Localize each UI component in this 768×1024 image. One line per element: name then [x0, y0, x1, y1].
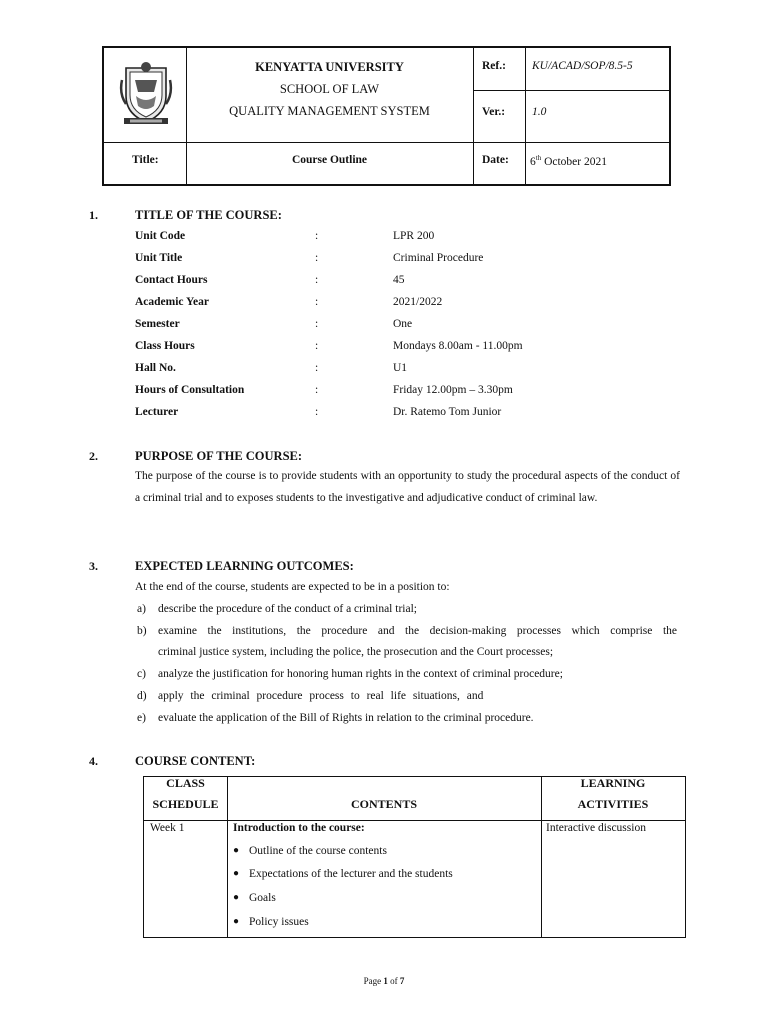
header-divider [104, 142, 671, 143]
consultation-hours-value: Friday 12.00pm – 3.30pm [393, 384, 513, 396]
column-header-line: SCHEDULE [152, 797, 219, 811]
week-cell: Week 1 [150, 822, 185, 834]
course-content-table [143, 776, 686, 938]
outcome-label: d) [137, 690, 147, 702]
lecturer-label: Lecturer [135, 406, 179, 418]
table-divider [144, 820, 685, 821]
semester-value: One [393, 318, 413, 330]
bullet-dot-icon: ● [233, 868, 240, 879]
contact-hours-label: Contact Hours [135, 274, 208, 286]
document-header-table [102, 46, 671, 186]
detail-colon: : [315, 406, 319, 418]
detail-colon: : [315, 230, 319, 242]
column-header-contents: CONTENTS [350, 797, 418, 811]
page-number: 1 [383, 976, 388, 986]
column-header-schedule [144, 773, 227, 815]
section-2-heading: PURPOSE OF THE COURSE: [135, 449, 303, 463]
outcome-text: examine the institutions, the procedure and the decision-making processes which comprise the [158, 625, 677, 637]
section-1-heading: TITLE OF THE COURSE: [135, 208, 282, 222]
activity-cell: Interactive discussion [546, 822, 646, 834]
section-3-heading: EXPECTED LEARNING OUTCOMES: [135, 559, 354, 573]
unit-code-label: Unit Code [135, 230, 186, 242]
class-hours-value: Mondays 8.00am - 11.00pm [393, 340, 523, 352]
section-3-number: 3. [89, 559, 98, 573]
outcome-label: c) [137, 668, 146, 680]
hall-no-label: Hall No. [135, 362, 176, 374]
column-header-line: LEARNING [580, 776, 646, 790]
version-value: 1.0 [532, 106, 547, 118]
hall-no-value: U1 [393, 362, 408, 374]
title-label: Title: [132, 154, 159, 166]
column-header-activities [541, 773, 685, 815]
system-name: QUALITY MANAGEMENT SYSTEM [229, 104, 430, 118]
header-divider [525, 48, 526, 186]
date-day: 6 [530, 155, 536, 168]
column-header-line: CLASS [166, 776, 205, 790]
detail-colon: : [315, 318, 319, 330]
detail-colon: : [315, 384, 319, 396]
outcome-text: apply the criminal procedure process to real life situations, and [158, 690, 484, 702]
outcome-text: describe the procedure of the conduct of a criminal trial; [158, 603, 417, 615]
outcomes-intro: At the end of the course, students are expected to be in a position to: [135, 581, 450, 593]
of-word: of [387, 976, 400, 986]
outcome-label: a) [137, 603, 146, 615]
date-suffix: th [535, 154, 542, 162]
version-label: Ver.: [482, 106, 506, 118]
outcome-text: evaluate the application of the Bill of Rights in relation to the criminal procedure. [158, 712, 534, 724]
section-4-heading: COURSE CONTENT: [135, 754, 256, 768]
bullet-dot-icon: ● [233, 892, 240, 903]
purpose-paragraph: The purpose of the course is to provide students with an opportunity to study the procedural aspects of the conduct of a criminal trial and to exposes students to the investigative and adjudicative conduct of criminal law. [135, 470, 680, 504]
lecturer-value: Dr. Ratemo Tom Junior [393, 406, 502, 418]
unit-title-value: Criminal Procedure [393, 252, 484, 264]
unit-code-value: LPR 200 [393, 230, 435, 242]
detail-colon: : [315, 362, 319, 374]
semester-label: Semester [135, 318, 180, 330]
bullet-dot-icon: ● [233, 916, 240, 927]
outcome-label: e) [137, 712, 146, 724]
contact-hours-value: 45 [393, 274, 405, 286]
topic-heading: Introduction to the course: [233, 822, 365, 834]
academic-year-label: Academic Year [135, 296, 209, 308]
academic-year-value: 2021/2022 [393, 296, 443, 308]
section-2-number: 2. [89, 449, 98, 463]
title-value: Course Outline [291, 154, 368, 166]
detail-colon: : [315, 274, 319, 286]
university-name: KENYATTA UNIVERSITY [255, 60, 404, 74]
bullet-dot-icon: ● [233, 845, 240, 856]
detail-colon: : [315, 252, 319, 264]
detail-colon: : [315, 296, 319, 308]
outcome-label: b) [137, 625, 147, 637]
ref-label: Ref.: [482, 60, 506, 72]
school-name: SCHOOL OF LAW [279, 82, 380, 96]
outcome-text-continued: criminal justice system, including the police, the prosecution and the Court processes; [158, 646, 554, 658]
section-1-number: 1. [89, 208, 98, 222]
outcome-text: analyze the justification for honoring human rights in the context of criminal procedure; [158, 668, 563, 680]
detail-colon: : [315, 340, 319, 352]
page-word: Page [363, 976, 384, 986]
date-rest: October 2021 [541, 155, 607, 168]
header-divider [473, 90, 671, 91]
unit-title-label: Unit Title [135, 252, 183, 264]
class-hours-label: Class Hours [135, 340, 195, 352]
section-4-number: 4. [89, 754, 98, 768]
consultation-hours-label: Hours of Consultation [135, 384, 245, 396]
column-header-line: ACTIVITIES [577, 797, 649, 811]
header-divider [473, 48, 474, 186]
page-footer [0, 976, 768, 986]
ref-value: KU/ACAD/SOP/8.5-5 [532, 60, 633, 72]
date-value [530, 154, 607, 168]
date-label: Date: [482, 154, 509, 166]
university-crest-icon [118, 60, 174, 126]
page-total: 7 [399, 976, 405, 986]
